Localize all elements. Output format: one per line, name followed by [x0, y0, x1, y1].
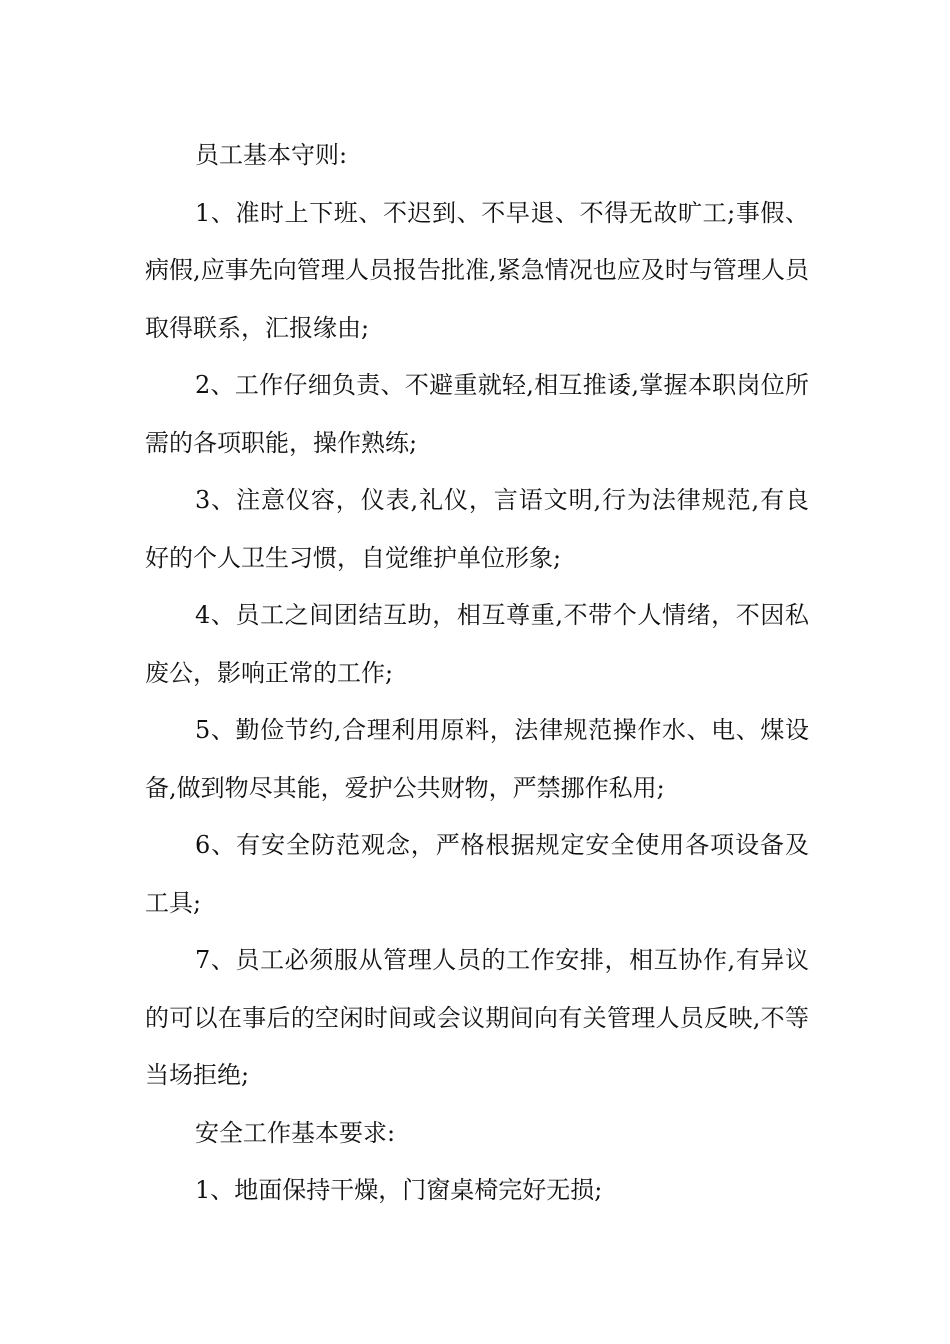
safety-requirement-paragraph-1: 1、地面保持干燥，门窗桌椅完好无损; — [195, 1176, 603, 1204]
section-heading-employee-rules: 员工基本守则: — [195, 141, 348, 169]
document-body — [145, 127, 809, 1220]
rule-paragraph-4: 4、员工之间团结互助，相互尊重,不带个人情绪，不因私废公，影响正常的工作; — [145, 601, 809, 687]
rule-paragraph-1: 1、准时上下班、不迟到、不早退、不得无故旷工;事假、病假,应事先向管理人员报告批准,紧急情况也应及时与管理人员取得联系，汇报缘由; — [145, 198, 809, 342]
rule-paragraph-7: 7、员工必须服从管理人员的工作安排，相互协作,有异议的可以在事后的空闲时间或会议期间向有关管理人员反映,不等当场拒绝; — [145, 946, 809, 1089]
rule-paragraph-3: 3、注意仪容，仪表,礼仪，言语文明,行为法律规范,有良好的个人卫生习惯，自觉维护单位形象; — [145, 486, 809, 572]
rule-paragraph-2: 2、工作仔细负责、不避重就轻,相互推诿,掌握本职岗位所需的各项职能，操作熟练; — [145, 371, 809, 457]
rule-paragraph-6: 6、有安全防范观念，严格根据规定安全使用各项设备及工具; — [145, 831, 809, 917]
rule-paragraph-5: 5、勤俭节约,合理利用原料，法律规范操作水、电、煤设备,做到物尽其能，爱护公共财物，严禁挪作私用; — [145, 716, 809, 802]
section-heading-safety-requirements: 安全工作基本要求: — [195, 1118, 396, 1147]
